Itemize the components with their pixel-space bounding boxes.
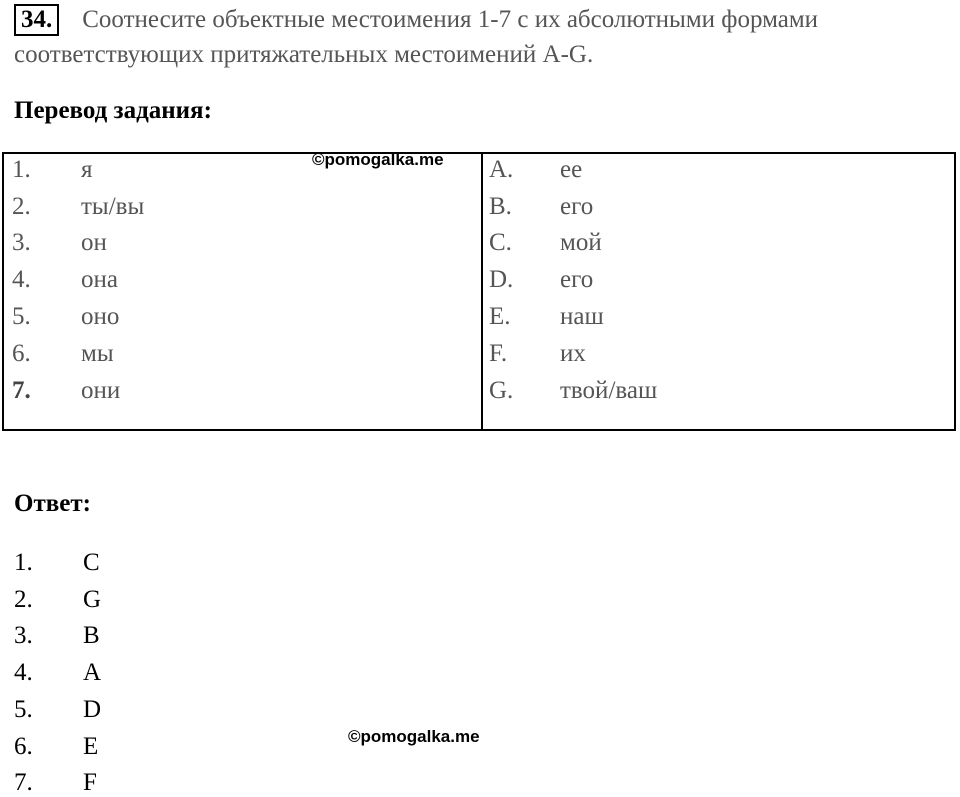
answer-letter: E [83,733,99,760]
watermark: ©pomogalka.me [348,727,480,746]
answer-number: 5. [14,696,33,723]
item-pronoun: ты/вы [81,193,145,220]
answer-heading: Ответ: [14,490,91,517]
item-possessive: их [560,340,586,367]
item-pronoun: я [81,156,93,183]
answer-letter: B [83,622,100,649]
item-number: 6. [12,340,31,367]
matching-table [2,152,956,431]
item-letter: C. [489,229,512,256]
item-letter: A. [489,156,514,183]
item-number: 7. [12,377,31,404]
table-divider [481,154,483,429]
item-possessive: мой [560,229,602,256]
item-number: 4. [12,266,31,293]
item-letter: B. [489,193,512,220]
item-pronoun: она [81,266,118,293]
answer-letter: C [83,549,100,576]
answer-letter: F [83,769,97,796]
item-pronoun: он [81,229,107,256]
translation-heading: Перевод задания: [14,97,212,124]
item-pronoun: оно [81,303,120,330]
item-possessive: твой/ваш [560,377,658,404]
answer-number: 7. [14,769,33,796]
item-pronoun: мы [81,340,114,367]
item-letter: F. [489,340,508,367]
answer-row [14,769,97,797]
task-text-line-1: Соотнесите объектные местоимения 1-7 с их абсолютными формами [82,6,819,33]
answer-letter: G [83,586,102,613]
answer-row [14,696,102,724]
task-number-badge: 34. [14,4,59,36]
item-possessive: наш [560,303,604,330]
item-letter: D. [489,266,514,293]
answer-row [14,733,99,761]
item-possessive: ее [560,156,583,183]
answer-letter: D [83,696,102,723]
answer-number: 2. [14,586,33,613]
answer-row [14,659,102,687]
answer-row [14,622,100,650]
task-statement-line-1 [14,4,818,36]
item-number: 3. [12,229,31,256]
answer-number: 6. [14,733,33,760]
answer-number: 1. [14,549,33,576]
watermark: ©pomogalka.me [312,150,444,169]
item-pronoun: они [81,377,121,404]
task-statement-line-2: соответствующих притяжательных местоимений A-G. [14,41,594,68]
answer-letter: A [83,659,102,686]
item-number: 2. [12,193,31,220]
item-number: 1. [12,156,31,183]
item-letter: E. [489,303,511,330]
answer-number: 3. [14,622,33,649]
answer-row [14,586,102,614]
item-number: 5. [12,303,31,330]
answer-number: 4. [14,659,33,686]
item-possessive: его [560,266,594,293]
answer-row [14,549,100,577]
item-possessive: его [560,193,594,220]
item-letter: G. [489,377,514,404]
